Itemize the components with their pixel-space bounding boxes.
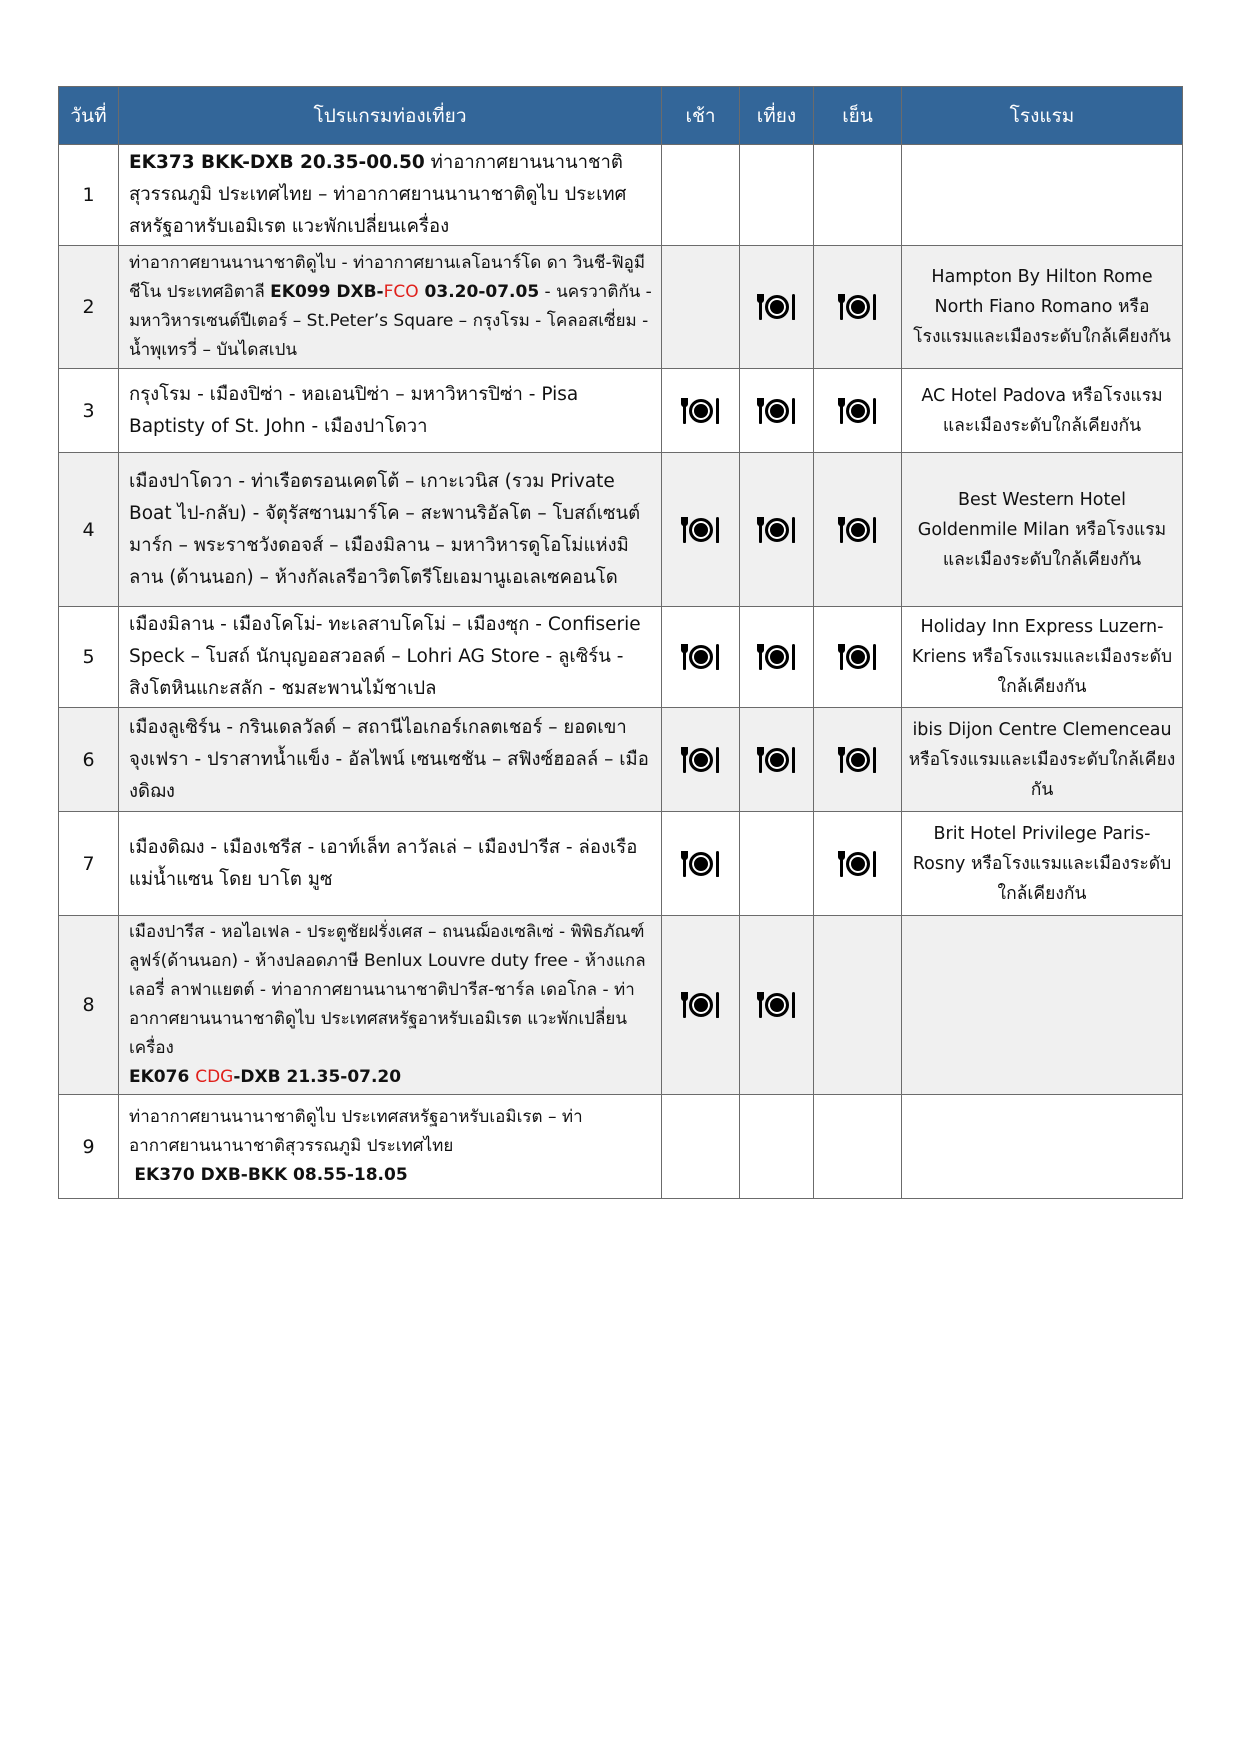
lunch-cell bbox=[740, 145, 814, 246]
dinner-cell bbox=[814, 145, 902, 246]
hotel-cell: Holiday Inn Express Luzern-Kriens หรือโรงแรมและเมืองระดับใกล้เคียงกัน bbox=[902, 607, 1183, 708]
breakfast-cell bbox=[662, 246, 740, 369]
breakfast-cell bbox=[662, 607, 740, 708]
hotel-cell bbox=[902, 916, 1183, 1095]
header-breakfast: เช้า bbox=[662, 87, 740, 145]
dinner-cell bbox=[814, 916, 902, 1095]
table-row bbox=[59, 708, 1183, 812]
dinner-cell bbox=[814, 246, 902, 369]
plate-fork-knife-icon bbox=[759, 397, 795, 425]
flight-time: 03.20-07.05 bbox=[418, 282, 540, 302]
header-day: วันที่ bbox=[59, 87, 119, 145]
program-cell: กรุงโรม - เมืองปิซ่า - หอเอนปิซ่า – มหาวิหารปิซ่า - Pisa Baptisty of St. John - เมืองปาโดวา bbox=[119, 369, 662, 453]
table-row bbox=[59, 1095, 1183, 1199]
dinner-cell bbox=[814, 812, 902, 916]
lunch-cell bbox=[740, 916, 814, 1095]
table-row bbox=[59, 145, 1183, 246]
dinner-cell bbox=[814, 369, 902, 453]
day-number: 5 bbox=[59, 607, 119, 708]
header-hotel: โรงแรม bbox=[902, 87, 1183, 145]
header-program: โปรแกรมท่องเที่ยว bbox=[119, 87, 662, 145]
plate-fork-knife-icon bbox=[683, 643, 719, 671]
airport-code-highlight: CDG bbox=[195, 1067, 234, 1087]
breakfast-cell bbox=[662, 453, 740, 607]
breakfast-cell bbox=[662, 1095, 740, 1199]
flight-info: EK373 BKK-DXB 20.35-00.50 bbox=[129, 152, 425, 173]
plate-fork-knife-icon bbox=[840, 746, 876, 774]
breakfast-cell bbox=[662, 916, 740, 1095]
dinner-cell bbox=[814, 453, 902, 607]
airport-code-highlight: FCO bbox=[383, 282, 419, 302]
table-row bbox=[59, 812, 1183, 916]
itinerary-table bbox=[58, 86, 1183, 1199]
plate-fork-knife-icon bbox=[840, 397, 876, 425]
day-number: 3 bbox=[59, 369, 119, 453]
program-text: เมืองปารีส - หอไอเฟล - ประตูชัยฝรั่งเศส – ถนนฌ็องเซลิเซ่ - พิพิธภัณฑ์ลูฟร์(ด้านนอก) - ห้างปลอดภาษี Benlux Louvre duty free - ห้างแกลเลอรี่ ลาฟาแยตต์ - ท่าอากาศยานนานาชาติปารีส-ชาร์ล เดอโกล - ท่าอากาศยานนานาชาติดูไบ ประเทศสหรัฐอาหรับเอมิเรต แวะพักเปลี่ยนเครื่อง bbox=[129, 922, 646, 1058]
lunch-cell bbox=[740, 607, 814, 708]
program-cell: เมืองลูเซิร์น - กรินเดลวัลด์ – สถานีไอเกอร์เกลตเชอร์ – ยอดเขาจุงเฟรา - ปราสาทน้ำแข็ง - อัลไพน์ เซนเซชัน – สฟิงซ์ฮอลล์ – เมืองดิฌง bbox=[119, 708, 662, 812]
hotel-cell: AC Hotel Padova หรือโรงแรมและเมืองระดับใกล้เคียงกัน bbox=[902, 369, 1183, 453]
program-cell bbox=[119, 916, 662, 1095]
program-cell: เมืองปาโดวา - ท่าเรือตรอนเคตโต้ – เกาะเวนิส (รวม Private Boat ไป-กลับ) - จัตุรัสซานมาร์โค – สะพานริอัลโต – โบสถ์เซนต์มาร์ก – พระราชวังดอจส์ – เมืองมิลาน – มหาวิหารดูโอโม่แห่งมิลาน (ด้านนอก) – ห้างกัลเลรีอาวิตโตรีโยเอมานูเอเลเซคอนโด bbox=[119, 453, 662, 607]
day-number: 2 bbox=[59, 246, 119, 369]
plate-fork-knife-icon bbox=[683, 516, 719, 544]
day-number: 1 bbox=[59, 145, 119, 246]
lunch-cell bbox=[740, 246, 814, 369]
lunch-cell bbox=[740, 708, 814, 812]
plate-fork-knife-icon bbox=[683, 991, 719, 1019]
flight-info: EK099 DXB- bbox=[270, 282, 384, 302]
hotel-cell: Hampton By Hilton Rome North Fiano Romano หรือโรงแรมและเมืองระดับใกล้เคียงกัน bbox=[902, 246, 1183, 369]
table-row bbox=[59, 246, 1183, 369]
dinner-cell bbox=[814, 607, 902, 708]
table-header-row bbox=[59, 87, 1183, 145]
plate-fork-knife-icon bbox=[840, 643, 876, 671]
lunch-cell bbox=[740, 369, 814, 453]
day-number: 4 bbox=[59, 453, 119, 607]
hotel-cell bbox=[902, 145, 1183, 246]
breakfast-cell bbox=[662, 812, 740, 916]
plate-fork-knife-icon bbox=[683, 397, 719, 425]
program-cell bbox=[119, 246, 662, 369]
day-number: 7 bbox=[59, 812, 119, 916]
program-cell: เมืองดิฌง - เมืองเชรีส - เอาท์เล็ท ลาวัลเล่ – เมืองปารีส - ล่องเรือแม่น้ำแซน โดย บาโต มูซ bbox=[119, 812, 662, 916]
table-row bbox=[59, 916, 1183, 1095]
breakfast-cell bbox=[662, 369, 740, 453]
header-dinner: เย็น bbox=[814, 87, 902, 145]
plate-fork-knife-icon bbox=[840, 516, 876, 544]
itinerary-page bbox=[58, 86, 1182, 1199]
plate-fork-knife-icon bbox=[759, 516, 795, 544]
lunch-cell bbox=[740, 812, 814, 916]
header-lunch: เที่ยง bbox=[740, 87, 814, 145]
plate-fork-knife-icon bbox=[759, 746, 795, 774]
plate-fork-knife-icon bbox=[840, 293, 876, 321]
table-row bbox=[59, 453, 1183, 607]
table-row bbox=[59, 607, 1183, 708]
flight-info: EK370 DXB-BKK 08.55-18.05 bbox=[134, 1165, 408, 1185]
table-row bbox=[59, 369, 1183, 453]
program-cell bbox=[119, 145, 662, 246]
breakfast-cell bbox=[662, 708, 740, 812]
plate-fork-knife-icon bbox=[759, 643, 795, 671]
program-cell: เมืองมิลาน - เมืองโคโม่- ทะเลสาบโคโม่ – เมืองซุก - Confiserie Speck – โบสถ์ นักบุญออสวอลด์ – Lohri AG Store - ลูเซิร์น - สิงโตหินแกะสลัก - ชมสะพานไม้ชาเปล bbox=[119, 607, 662, 708]
plate-fork-knife-icon bbox=[683, 746, 719, 774]
program-text: ท่าอากาศยานนานาชาติดูไบ ประเทศสหรัฐอาหรับเอมิเรต – ท่าอากาศยานนานาชาติสุวรรณภูมิ ประเทศไทย bbox=[129, 1107, 583, 1156]
dinner-cell bbox=[814, 1095, 902, 1199]
hotel-cell: Brit Hotel Privilege Paris-Rosny หรือโรงแรมและเมืองระดับใกล้เคียงกัน bbox=[902, 812, 1183, 916]
plate-fork-knife-icon bbox=[840, 850, 876, 878]
lunch-cell bbox=[740, 453, 814, 607]
day-number: 8 bbox=[59, 916, 119, 1095]
flight-info: EK076 bbox=[129, 1067, 196, 1087]
program-cell bbox=[119, 1095, 662, 1199]
program-text: ท่าอากาศยานนานาชาติสุวรรณภูมิ ประเทศไทย – ท่าอากาศยานนานาชาติดูไบ ประเทศสหรัฐอาหรับเอมิเรต แวะพักเปลี่ยนเครื่อง bbox=[129, 152, 627, 237]
plate-fork-knife-icon bbox=[759, 991, 795, 1019]
plate-fork-knife-icon bbox=[759, 293, 795, 321]
flight-time: -DXB 21.35-07.20 bbox=[233, 1067, 402, 1087]
day-number: 9 bbox=[59, 1095, 119, 1199]
breakfast-cell bbox=[662, 145, 740, 246]
hotel-cell: Best Western Hotel Goldenmile Milan หรือโรงแรมและเมืองระดับใกล้เคียงกัน bbox=[902, 453, 1183, 607]
hotel-cell: ibis Dijon Centre Clemenceau หรือโรงแรมและเมืองระดับใกล้เคียงกัน bbox=[902, 708, 1183, 812]
program-text: ท่าอากาศยานนานาชาติดูไบ - ท่าอากาศยานเลโอนาร์โด ดา วินชี-ฟิอูมีชีโน ประเทศอิตาลี bbox=[129, 253, 646, 302]
lunch-cell bbox=[740, 1095, 814, 1199]
plate-fork-knife-icon bbox=[683, 850, 719, 878]
program-text: - นครวาติกัน - มหาวิหารเซนต์ปีเตอร์ – St.Peter’s Square – กรุงโรม - โคลอสเซี่ยม - น้ำพุเทรวี่ – บันไดสเปน bbox=[129, 282, 652, 360]
day-number: 6 bbox=[59, 708, 119, 812]
dinner-cell bbox=[814, 708, 902, 812]
hotel-cell bbox=[902, 1095, 1183, 1199]
